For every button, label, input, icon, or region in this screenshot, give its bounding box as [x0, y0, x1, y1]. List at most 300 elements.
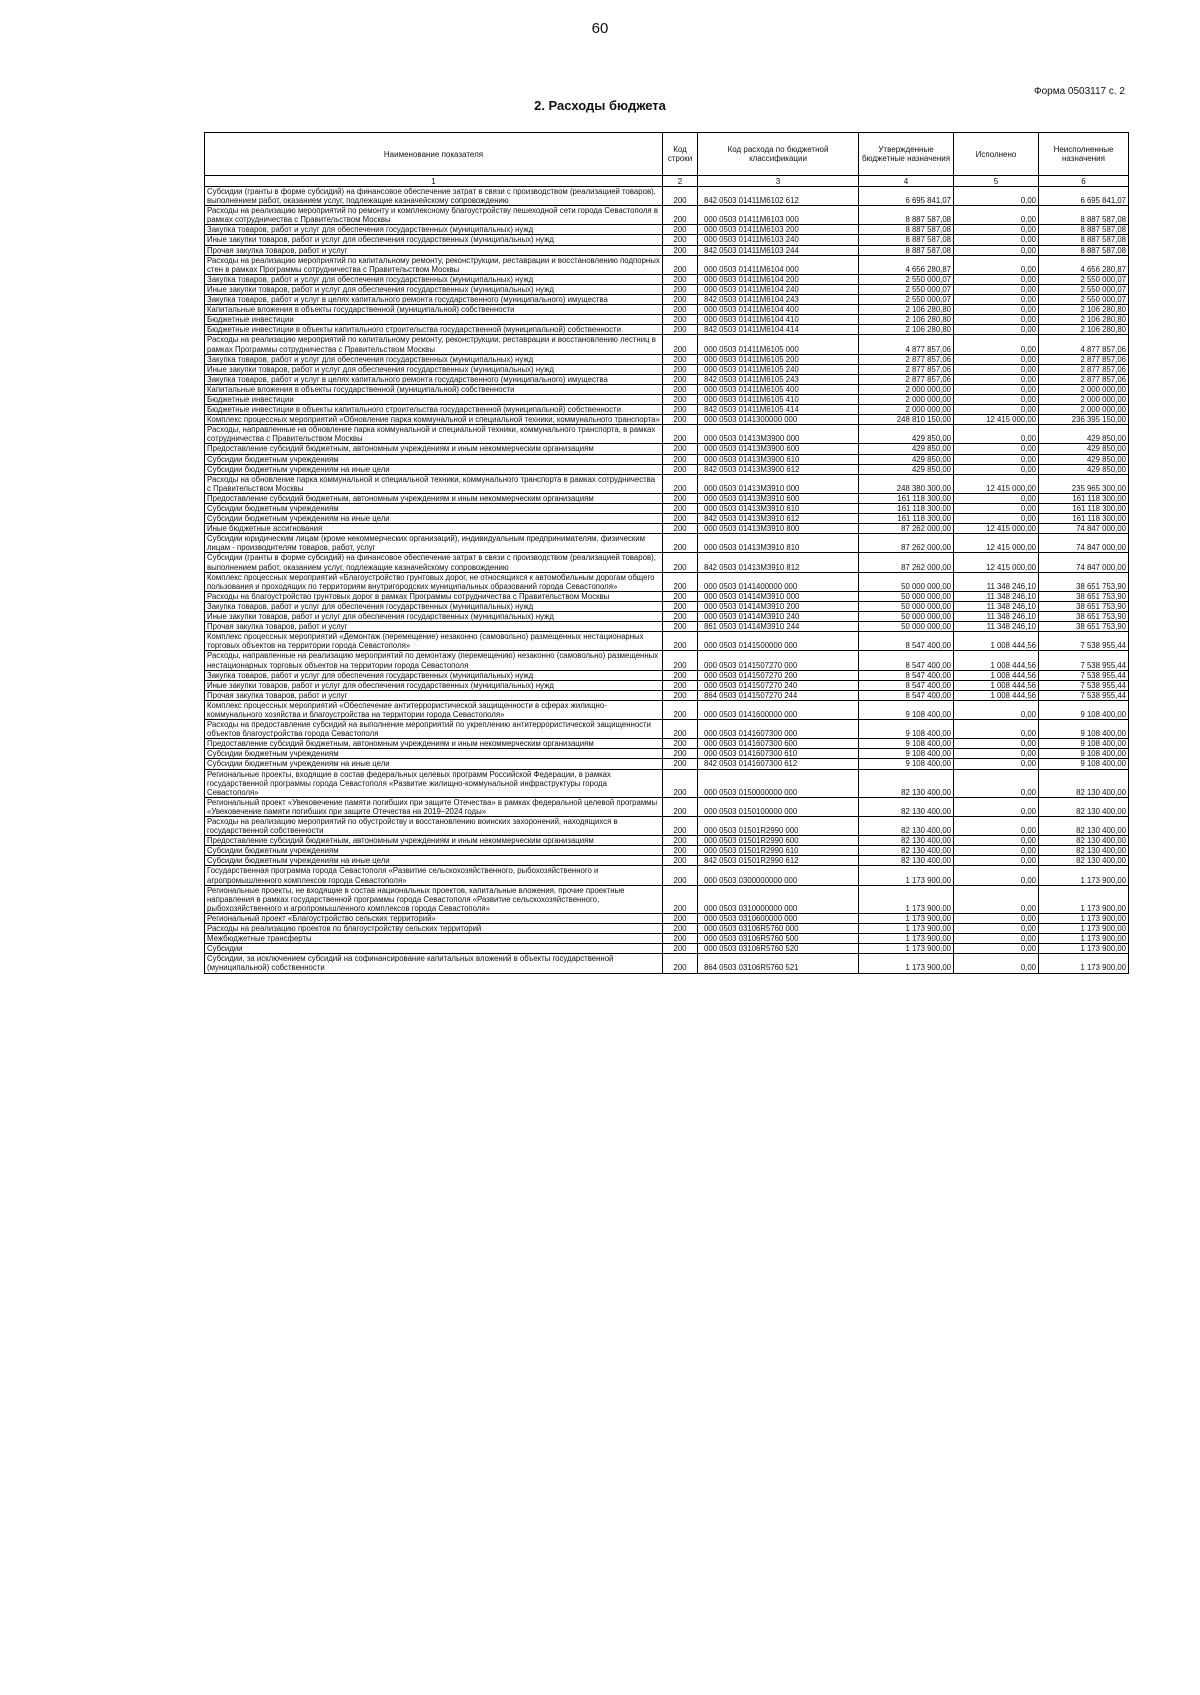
- row-unexecuted: 2 877 857,06: [1039, 364, 1129, 374]
- row-name: Субсидии бюджетным учреждениям на иные цели: [205, 856, 663, 866]
- row-class-code: 842 0503 01411M6104 414: [698, 325, 859, 335]
- row-name: Бюджетные инвестиции: [205, 394, 663, 404]
- row-unexecuted: 8 887 587,08: [1039, 235, 1129, 245]
- row-name: Закупка товаров, работ и услуг для обеспечения государственных (муниципальных) нужд: [205, 601, 663, 611]
- row-approved: 8 547 400,00: [859, 680, 954, 690]
- header-unexecuted: Неисполненные назначения: [1039, 133, 1129, 176]
- table-row: [205, 354, 1129, 364]
- row-line-code: 200: [663, 405, 698, 415]
- table-row: [205, 954, 1129, 973]
- row-unexecuted: 235 965 300,00: [1039, 474, 1129, 493]
- row-executed: 0,00: [954, 206, 1039, 225]
- row-unexecuted: 2 000 000,00: [1039, 384, 1129, 394]
- row-approved: 8 887 587,08: [859, 206, 954, 225]
- row-executed: 0,00: [954, 836, 1039, 846]
- row-executed: 0,00: [954, 364, 1039, 374]
- table-row: [205, 612, 1129, 622]
- row-name: Расходы на реализацию мероприятий по обустройству и восстановлению воинских захоронений, находящихся в государственной собственности: [205, 817, 663, 836]
- table-row: [205, 504, 1129, 514]
- row-name: Субсидии бюджетным учреждениям на иные цели: [205, 514, 663, 524]
- row-executed: 0,00: [954, 759, 1039, 769]
- table-row: [205, 325, 1129, 335]
- row-name: Расходы на реализацию мероприятий по ремонту и комплексному благоустройству пешеходной сети города Севастополя в рамках сотрудничества с Правительством Москвы: [205, 206, 663, 225]
- row-unexecuted: 161 118 300,00: [1039, 514, 1129, 524]
- row-name: Иные закупки товаров, работ и услуг для обеспечения государственных (муниципальных) нужд: [205, 235, 663, 245]
- row-class-code: 000 0503 01411M6103 240: [698, 235, 859, 245]
- row-class-code: 000 0503 0141500000 000: [698, 632, 859, 651]
- table-row: [205, 315, 1129, 325]
- row-line-code: 200: [663, 325, 698, 335]
- row-approved: 9 108 400,00: [859, 759, 954, 769]
- row-approved: 82 130 400,00: [859, 836, 954, 846]
- row-approved: 161 118 300,00: [859, 514, 954, 524]
- row-line-code: 200: [663, 846, 698, 856]
- row-unexecuted: 429 850,00: [1039, 454, 1129, 464]
- row-executed: 0,00: [954, 405, 1039, 415]
- table-row: [205, 913, 1129, 923]
- row-unexecuted: 1 173 900,00: [1039, 954, 1129, 973]
- row-executed: 11 348 246,10: [954, 572, 1039, 591]
- row-class-code: 000 0503 0141607300 000: [698, 720, 859, 739]
- row-executed: 12 415 000,00: [954, 524, 1039, 534]
- table-row: [205, 245, 1129, 255]
- header-line-code: Код строки: [663, 133, 698, 176]
- row-line-code: 200: [663, 274, 698, 284]
- row-executed: 1 008 444,56: [954, 680, 1039, 690]
- row-approved: 248 380 300,00: [859, 474, 954, 493]
- row-line-code: 200: [663, 225, 698, 235]
- table-row: [205, 295, 1129, 305]
- row-unexecuted: 38 651 753,90: [1039, 591, 1129, 601]
- table-row: [205, 836, 1129, 846]
- table-row: [205, 651, 1129, 670]
- table-row: [205, 255, 1129, 274]
- column-number: 6: [1039, 176, 1129, 187]
- row-class-code: 000 0503 03106R5760 520: [698, 944, 859, 954]
- row-line-code: 200: [663, 572, 698, 591]
- row-unexecuted: 7 538 955,44: [1039, 680, 1129, 690]
- row-line-code: 200: [663, 245, 698, 255]
- table-row: [205, 187, 1129, 206]
- row-name: Комплекс процессных мероприятий «Обновление парка коммунальной и специальной техники, коммунального транспорта»: [205, 415, 663, 425]
- row-name: Региональный проект «Благоустройство сельских территорий»: [205, 913, 663, 923]
- row-approved: 2 877 857,06: [859, 364, 954, 374]
- table-row: [205, 415, 1129, 425]
- row-line-code: 200: [663, 885, 698, 913]
- row-executed: 0,00: [954, 225, 1039, 235]
- row-line-code: 200: [663, 444, 698, 454]
- row-class-code: 861 0503 01414M3910 244: [698, 622, 859, 632]
- row-unexecuted: 7 538 955,44: [1039, 651, 1129, 670]
- row-name: Предоставление субсидий бюджетным, автономным учреждениям и иным некоммерческим организациям: [205, 739, 663, 749]
- row-executed: 1 008 444,56: [954, 651, 1039, 670]
- row-approved: 1 173 900,00: [859, 924, 954, 934]
- table-row: [205, 670, 1129, 680]
- row-class-code: 842 0503 01413M3910 612: [698, 514, 859, 524]
- row-approved: 2 550 000,07: [859, 274, 954, 284]
- row-approved: 2 106 280,80: [859, 325, 954, 335]
- row-unexecuted: 82 130 400,00: [1039, 836, 1129, 846]
- row-line-code: 200: [663, 553, 698, 572]
- row-class-code: 000 0503 01411M6104 400: [698, 305, 859, 315]
- row-unexecuted: 2 000 000,00: [1039, 394, 1129, 404]
- row-unexecuted: 9 108 400,00: [1039, 759, 1129, 769]
- row-executed: 0,00: [954, 335, 1039, 354]
- row-line-code: 200: [663, 591, 698, 601]
- row-approved: 1 173 900,00: [859, 944, 954, 954]
- header-executed: Исполнено: [954, 133, 1039, 176]
- row-class-code: 000 0503 01413M3910 610: [698, 504, 859, 514]
- column-number: 2: [663, 176, 698, 187]
- row-line-code: 200: [663, 454, 698, 464]
- row-approved: 429 850,00: [859, 444, 954, 454]
- table-row: [205, 374, 1129, 384]
- row-name: Капитальные вложения в объекты государственной (муниципальной) собственности: [205, 305, 663, 315]
- table-row: [205, 622, 1129, 632]
- row-approved: 2 550 000,07: [859, 295, 954, 305]
- row-executed: 12 415 000,00: [954, 415, 1039, 425]
- row-line-code: 200: [663, 425, 698, 444]
- table-row: [205, 274, 1129, 284]
- row-approved: 82 130 400,00: [859, 817, 954, 836]
- row-approved: 82 130 400,00: [859, 769, 954, 797]
- table-row: [205, 405, 1129, 415]
- row-name: Закупка товаров, работ и услуг для обеспечения государственных (муниципальных) нужд: [205, 670, 663, 680]
- row-executed: 11 348 246,10: [954, 622, 1039, 632]
- table-row: [205, 553, 1129, 572]
- row-name: Субсидии бюджетным учреждениям: [205, 749, 663, 759]
- row-approved: 248 810 150,00: [859, 415, 954, 425]
- row-line-code: 200: [663, 284, 698, 294]
- row-line-code: 200: [663, 315, 698, 325]
- row-name: Межбюджетные трансферты: [205, 934, 663, 944]
- row-unexecuted: 2 106 280,80: [1039, 305, 1129, 315]
- row-name: Субсидии (гранты в форме субсидий) на финансовое обеспечение затрат в связи с производством (реализацией товаров), выполнением работ, оказанием услуг, подлежащие казначейскому сопровождению: [205, 187, 663, 206]
- row-executed: 0,00: [954, 295, 1039, 305]
- row-class-code: 842 0503 01413M3910 812: [698, 553, 859, 572]
- row-class-code: 842 0503 01411M6105 414: [698, 405, 859, 415]
- row-class-code: 000 0503 01501R2990 610: [698, 846, 859, 856]
- row-class-code: 864 0503 03106R5760 521: [698, 954, 859, 973]
- row-name: Комплекс процессных мероприятий «Благоустройство грунтовых дорог, не относящихся к автомобильным дорогам общего пользования и проходящих по территориям внутригородских муниципальных образований города Севастополя»: [205, 572, 663, 591]
- row-approved: 4 877 857,06: [859, 335, 954, 354]
- table-row: [205, 444, 1129, 454]
- table-row: [205, 797, 1129, 816]
- row-class-code: 000 0503 0141400000 000: [698, 572, 859, 591]
- row-unexecuted: 6 695 841,07: [1039, 187, 1129, 206]
- row-line-code: 200: [663, 934, 698, 944]
- table-row: [205, 474, 1129, 493]
- table-row: [205, 759, 1129, 769]
- table-row: [205, 934, 1129, 944]
- row-name: Субсидии бюджетным учреждениям: [205, 504, 663, 514]
- row-line-code: 200: [663, 670, 698, 680]
- row-approved: 82 130 400,00: [859, 846, 954, 856]
- row-approved: 2 106 280,80: [859, 305, 954, 315]
- row-line-code: 200: [663, 690, 698, 700]
- row-executed: 0,00: [954, 739, 1039, 749]
- row-approved: 9 108 400,00: [859, 749, 954, 759]
- row-unexecuted: 429 850,00: [1039, 444, 1129, 454]
- table-row: [205, 206, 1129, 225]
- table-row: [205, 632, 1129, 651]
- row-unexecuted: 82 130 400,00: [1039, 769, 1129, 797]
- row-name: Закупка товаров, работ и услуг в целях капитального ремонта государственного (муниципального) имущества: [205, 374, 663, 384]
- row-approved: 9 108 400,00: [859, 720, 954, 739]
- row-line-code: 200: [663, 504, 698, 514]
- table-row: [205, 749, 1129, 759]
- row-class-code: 864 0503 0141507270 244: [698, 690, 859, 700]
- row-name: Расходы на реализацию мероприятий по капитальному ремонту, реконструкции, реставрации и восстановлению лестниц в рамках Программы сотрудничества с Правительством Москвы: [205, 335, 663, 354]
- row-executed: 12 415 000,00: [954, 474, 1039, 493]
- row-approved: 429 850,00: [859, 425, 954, 444]
- row-approved: 87 262 000,00: [859, 534, 954, 553]
- row-unexecuted: 8 887 587,08: [1039, 206, 1129, 225]
- row-executed: 0,00: [954, 315, 1039, 325]
- row-executed: 1 008 444,56: [954, 670, 1039, 680]
- row-unexecuted: 9 108 400,00: [1039, 739, 1129, 749]
- row-name: Бюджетные инвестиции: [205, 315, 663, 325]
- row-line-code: 200: [663, 305, 698, 315]
- header-class-code: Код расхода по бюджетной классификации: [698, 133, 859, 176]
- row-name: Расходы на обновление парка коммунальной и специальной техники, коммунального транспорта в рамках сотрудничества с Правительством Москвы: [205, 474, 663, 493]
- row-unexecuted: 82 130 400,00: [1039, 846, 1129, 856]
- row-approved: 50 000 000,00: [859, 612, 954, 622]
- table-row: [205, 924, 1129, 934]
- row-line-code: 200: [663, 187, 698, 206]
- table-row: [205, 425, 1129, 444]
- row-name: Прочая закупка товаров, работ и услуг: [205, 245, 663, 255]
- row-executed: 0,00: [954, 374, 1039, 384]
- row-line-code: 200: [663, 514, 698, 524]
- row-approved: 8 887 587,08: [859, 245, 954, 255]
- row-unexecuted: 429 850,00: [1039, 425, 1129, 444]
- row-name: Субсидии бюджетным учреждениям: [205, 454, 663, 464]
- row-unexecuted: 7 538 955,44: [1039, 632, 1129, 651]
- row-unexecuted: 1 173 900,00: [1039, 924, 1129, 934]
- row-executed: 0,00: [954, 749, 1039, 759]
- row-name: Предоставление субсидий бюджетным, автономным учреждениям и иным некоммерческим организациям: [205, 444, 663, 454]
- row-class-code: 000 0503 01413M3910 810: [698, 534, 859, 553]
- row-unexecuted: 429 850,00: [1039, 464, 1129, 474]
- row-line-code: 200: [663, 622, 698, 632]
- row-class-code: 000 0503 01411M6104 240: [698, 284, 859, 294]
- row-class-code: 000 0503 0141607300 610: [698, 749, 859, 759]
- row-approved: 161 118 300,00: [859, 504, 954, 514]
- table-row: [205, 394, 1129, 404]
- row-line-code: 200: [663, 680, 698, 690]
- row-line-code: 200: [663, 749, 698, 759]
- row-line-code: 200: [663, 464, 698, 474]
- row-executed: 12 415 000,00: [954, 534, 1039, 553]
- row-line-code: 200: [663, 700, 698, 719]
- row-line-code: 200: [663, 836, 698, 846]
- table-row: [205, 846, 1129, 856]
- row-line-code: 200: [663, 651, 698, 670]
- row-name: Иные закупки товаров, работ и услуг для обеспечения государственных (муниципальных) нужд: [205, 612, 663, 622]
- row-name: Субсидии: [205, 944, 663, 954]
- table-row: [205, 866, 1129, 885]
- row-unexecuted: 82 130 400,00: [1039, 856, 1129, 866]
- row-executed: 0,00: [954, 305, 1039, 315]
- row-line-code: 200: [663, 817, 698, 836]
- row-name: Прочая закупка товаров, работ и услуг: [205, 690, 663, 700]
- row-unexecuted: 2 550 000,07: [1039, 274, 1129, 284]
- row-unexecuted: 1 173 900,00: [1039, 866, 1129, 885]
- row-name: Расходы, направленные на реализацию мероприятий по демонтажу (перемещению) незаконно (самовольно) размещенных нестационарных торговых объектов на территории города Севастополя: [205, 651, 663, 670]
- row-name: Расходы на предоставление субсидий на выполнение мероприятий по укреплению антитеррористической защищенности объектов благоустройства города Севастополя: [205, 720, 663, 739]
- row-approved: 2 000 000,00: [859, 405, 954, 415]
- row-executed: 12 415 000,00: [954, 553, 1039, 572]
- row-class-code: 000 0503 01411M6104 410: [698, 315, 859, 325]
- row-unexecuted: 1 173 900,00: [1039, 934, 1129, 944]
- row-name: Субсидии юридическим лицам (кроме некоммерческих организаций), индивидуальным предпринимателям, физическим лицам - производителям товаров, работ, услуг: [205, 534, 663, 553]
- row-name: Закупка товаров, работ и услуг для обеспечения государственных (муниципальных) нужд: [205, 274, 663, 284]
- row-class-code: 000 0503 0150000000 000: [698, 769, 859, 797]
- row-approved: 9 108 400,00: [859, 700, 954, 719]
- row-name: Предоставление субсидий бюджетным, автономным учреждениям и иным некоммерческим организациям: [205, 836, 663, 846]
- row-name: Прочая закупка товаров, работ и услуг: [205, 622, 663, 632]
- column-number: 1: [205, 176, 663, 187]
- row-name: Расходы на благоустройство грунтовых дорог в рамках Программы сотрудничества с Правительством Москвы: [205, 591, 663, 601]
- row-line-code: 200: [663, 759, 698, 769]
- row-unexecuted: 2 550 000,07: [1039, 295, 1129, 305]
- row-unexecuted: 4 656 280,87: [1039, 255, 1129, 274]
- row-line-code: 200: [663, 384, 698, 394]
- row-line-code: 200: [663, 524, 698, 534]
- row-line-code: 200: [663, 720, 698, 739]
- row-executed: 0,00: [954, 255, 1039, 274]
- row-approved: 50 000 000,00: [859, 572, 954, 591]
- row-name: Иные закупки товаров, работ и услуг для обеспечения государственных (муниципальных) нужд: [205, 680, 663, 690]
- row-approved: 1 173 900,00: [859, 954, 954, 973]
- row-class-code: 000 0503 0141507270 240: [698, 680, 859, 690]
- row-executed: 0,00: [954, 235, 1039, 245]
- row-executed: 0,00: [954, 284, 1039, 294]
- row-line-code: 200: [663, 739, 698, 749]
- row-line-code: 200: [663, 364, 698, 374]
- table-row: [205, 591, 1129, 601]
- row-class-code: 000 0503 01413M3910 600: [698, 493, 859, 503]
- header-name: Наименование показателя: [205, 133, 663, 176]
- row-class-code: 000 0503 0310600000 000: [698, 913, 859, 923]
- row-name: Расходы на реализацию мероприятий по капитальному ремонту, реконструкции, реставрации и восстановлению подпорных стен в рамках Программы сотрудничества с Правительством Москвы: [205, 255, 663, 274]
- table-row: [205, 335, 1129, 354]
- row-class-code: 000 0503 03106R5760 500: [698, 934, 859, 944]
- row-executed: 0,00: [954, 700, 1039, 719]
- row-class-code: 000 0503 0300000000 000: [698, 866, 859, 885]
- row-unexecuted: 2 877 857,06: [1039, 354, 1129, 364]
- row-executed: 0,00: [954, 425, 1039, 444]
- row-name: Иные закупки товаров, работ и услуг для обеспечения государственных (муниципальных) нужд: [205, 284, 663, 294]
- table-row: [205, 284, 1129, 294]
- row-class-code: 000 0503 01413M3910 000: [698, 474, 859, 493]
- row-line-code: 200: [663, 374, 698, 384]
- row-line-code: 200: [663, 295, 698, 305]
- row-unexecuted: 74 847 000,00: [1039, 534, 1129, 553]
- row-approved: 2 000 000,00: [859, 394, 954, 404]
- row-approved: 161 118 300,00: [859, 493, 954, 503]
- row-executed: 0,00: [954, 720, 1039, 739]
- row-executed: 0,00: [954, 856, 1039, 866]
- row-name: Расходы на реализацию проектов по благоустройству сельских территорий: [205, 924, 663, 934]
- row-name: Региональные проекты, входящие в состав федеральных целевых программ Российской Федерации, в рамках государственной программы города Севастополя «Развитие жилищно-коммунальной инфраструктуры города Севастополя»: [205, 769, 663, 797]
- row-approved: 82 130 400,00: [859, 856, 954, 866]
- row-unexecuted: 236 395 150,00: [1039, 415, 1129, 425]
- column-number: 4: [859, 176, 954, 187]
- row-line-code: 200: [663, 601, 698, 611]
- row-unexecuted: 1 173 900,00: [1039, 944, 1129, 954]
- row-approved: 50 000 000,00: [859, 601, 954, 611]
- row-approved: 429 850,00: [859, 454, 954, 464]
- table-row: [205, 364, 1129, 374]
- table-row: [205, 817, 1129, 836]
- row-line-code: 200: [663, 255, 698, 274]
- row-line-code: 200: [663, 335, 698, 354]
- row-executed: 1 008 444,56: [954, 690, 1039, 700]
- table-row: [205, 690, 1129, 700]
- row-class-code: 000 0503 01413M3910 800: [698, 524, 859, 534]
- table-row: [205, 680, 1129, 690]
- row-name: Бюджетные инвестиции в объекты капитального строительства государственной (муниципальной) собственности: [205, 405, 663, 415]
- row-executed: 0,00: [954, 514, 1039, 524]
- row-line-code: 200: [663, 866, 698, 885]
- row-approved: 9 108 400,00: [859, 739, 954, 749]
- row-approved: 50 000 000,00: [859, 622, 954, 632]
- row-name: Комплекс процессных мероприятий «Демонтаж (перемещение) незаконно (самовольно) размещенных нестационарных торговых объектов на территории города Севастополя»: [205, 632, 663, 651]
- row-unexecuted: 1 173 900,00: [1039, 885, 1129, 913]
- form-code: Форма 0503117 с. 2: [1033, 86, 1125, 97]
- row-class-code: 842 0503 01413M3900 612: [698, 464, 859, 474]
- row-name: Капитальные вложения в объекты государственной (муниципальной) собственности: [205, 384, 663, 394]
- row-unexecuted: 74 847 000,00: [1039, 553, 1129, 572]
- row-approved: 8 887 587,08: [859, 235, 954, 245]
- row-name: Субсидии бюджетным учреждениям на иные цели: [205, 759, 663, 769]
- row-executed: 0,00: [954, 245, 1039, 255]
- table-row: [205, 305, 1129, 315]
- row-executed: 0,00: [954, 354, 1039, 364]
- row-executed: 11 348 246,10: [954, 612, 1039, 622]
- row-class-code: 000 0503 01413M3900 000: [698, 425, 859, 444]
- row-unexecuted: 74 847 000,00: [1039, 524, 1129, 534]
- row-class-code: 000 0503 01411M6103 000: [698, 206, 859, 225]
- row-name: Закупка товаров, работ и услуг в целях капитального ремонта государственного (муниципального) имущества: [205, 295, 663, 305]
- header-approved: Утвержденные бюджетные назначения: [859, 133, 954, 176]
- row-name: Субсидии бюджетным учреждениям: [205, 846, 663, 856]
- row-name: Расходы, направленные на обновление парка коммунальной и специальной техники, коммунального транспорта, в рамках сотрудничества с Правительством Москвы: [205, 425, 663, 444]
- row-name: Бюджетные инвестиции в объекты капитального строительства государственной (муниципальной) собственности: [205, 325, 663, 335]
- row-name: Региональные проекты, не входящие в состав национальных проектов, капитальные вложения, прочие проектные направления в рамках государственной программы города Севастополя «Развитие сельскохозяйственного, рыбохозяйственного и агропромышленного комплексов города Севастополя»: [205, 885, 663, 913]
- row-executed: 0,00: [954, 924, 1039, 934]
- row-executed: 0,00: [954, 384, 1039, 394]
- row-executed: 0,00: [954, 394, 1039, 404]
- row-executed: 0,00: [954, 187, 1039, 206]
- row-name: Субсидии бюджетным учреждениям на иные цели: [205, 464, 663, 474]
- row-executed: 0,00: [954, 325, 1039, 335]
- table-row: [205, 739, 1129, 749]
- column-number: 5: [954, 176, 1039, 187]
- row-unexecuted: 4 877 857,06: [1039, 335, 1129, 354]
- row-approved: 2 000 000,00: [859, 384, 954, 394]
- row-approved: 8 547 400,00: [859, 651, 954, 670]
- row-line-code: 200: [663, 493, 698, 503]
- row-line-code: 200: [663, 354, 698, 364]
- table-row: [205, 572, 1129, 591]
- row-approved: 1 173 900,00: [859, 913, 954, 923]
- row-executed: 0,00: [954, 954, 1039, 973]
- row-approved: 50 000 000,00: [859, 591, 954, 601]
- row-approved: 8 547 400,00: [859, 632, 954, 651]
